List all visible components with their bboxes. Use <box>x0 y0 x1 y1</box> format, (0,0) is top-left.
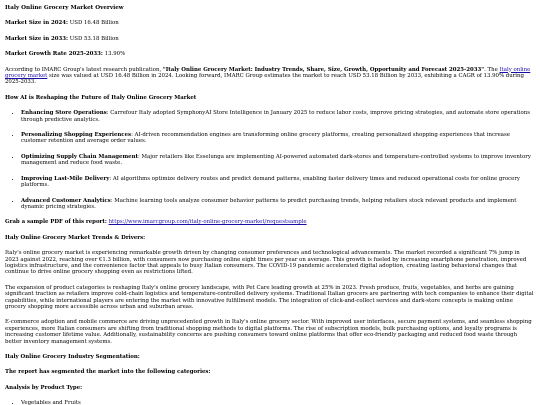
page-title: Italy Online Grocery Market Overview <box>5 5 124 11</box>
intro-mid: . The <box>484 66 500 73</box>
list-item-text: : Major retailers like Esselunga are implementing AI-powered automated dark-stores and temperature-controlled systems to improve inventory management and reduce food waste. <box>21 153 531 167</box>
stat-value: USD 16.48 Billion <box>69 20 119 27</box>
trends-paragraph-2: The expansion of product categories is reshaping Italy's online grocery landscape, with Pet Care leading growth at 25% in 2023. Fresh produce, fruits, vegetables, and herbs are gaining significant traction as retailers improve cold-chain logistics and temperature-controlled delivery systems. Traditional Italian grocers are partnering with tech companies to enhance their digital capabilities, while international players are entering the market with innovative fulfillment models. The integration of click-and-collect services and dark-store concepts is making online grocery shopping more accessible across urban and suburban areas. <box>5 284 534 310</box>
market-size-2024 <box>5 20 534 26</box>
list-item-text: : AI algorithms optimize delivery routes and predict demand patterns, enabling faster delivery times and reduced operational costs for online grocery platforms. <box>21 175 520 189</box>
list-item-term: Advanced Customer Analytics <box>21 197 111 204</box>
stat-label: Market Growth Rate 2025-2033: <box>5 51 103 58</box>
stat-label: Market Size in 2033: <box>5 35 68 42</box>
list-item-text: : Machine learning tools analyze consumer behavior patterns to predict purchasing trends, helping retailers stock relevant products and implement dynamic pricing strategies. <box>21 197 517 210</box>
ai-heading: How AI is Reshaping the Future of Italy Online Grocery Market <box>5 94 197 101</box>
intro-paragraph <box>5 67 534 86</box>
list-item-term: Personalizing Shopping Experiences <box>21 132 132 139</box>
ai-list <box>5 110 534 210</box>
list-item-term: Optimizing Supply Chain Management <box>21 153 138 160</box>
market-link[interactable]: Italy online grocery market <box>5 66 531 80</box>
market-growth-rate <box>5 51 534 57</box>
list-item-term: Enhancing Store Operations <box>21 110 107 117</box>
market-size-2033 <box>5 36 534 42</box>
list-item-term: Improving Last-Mile Delivery <box>21 175 110 182</box>
list-item-text: : Carrefour Italy adopted SymphonyAI Store Intelligence in January 2025 to reduce labor costs, improve pricing strategies, and automate store operations through predictive analytics. <box>21 110 530 123</box>
stat-value: USD 53.18 Billion <box>69 35 119 42</box>
sample-link[interactable]: https://www.imarcgroup.com/italy-online-grocery-market/requestsample <box>108 219 307 226</box>
list-item <box>21 176 534 189</box>
intro-post: size was valued at USD 16.48 Billion in 2024. Looking forward, IMARC Group estimates the market to reach USD 53.18 Billion by 2033, exhibiting a CAGR of 13.90% during 2025-2033. <box>5 73 524 86</box>
sample-label: Grab a sample PDF of this report: <box>5 219 107 226</box>
stat-label: Market Size in 2024: <box>5 20 68 27</box>
list-item <box>21 110 534 123</box>
list-item <box>21 154 534 167</box>
report-title: "Italy Online Grocery Market: Industry Trends, Share, Size, Growth, Opportunity and Forecast 2025-2033" <box>162 66 485 73</box>
sample-pdf-line <box>5 219 534 225</box>
list-item-text: : AI-driven recommendation engines are transforming online grocery platforms, creating personalized shopping experiences that increase customer retention and average order values. <box>21 132 510 145</box>
list-item <box>21 132 534 145</box>
segmentation-heading: Italy Online Grocery Industry Segmentation: <box>5 354 140 360</box>
trends-heading: Italy Online Grocery Market Trends & Drivers: <box>5 234 146 241</box>
list-item: • Vegetables and Fruits <box>21 400 534 405</box>
intro-pre: According to IMARC Group's latest research publication, <box>5 66 163 73</box>
product-type-heading: Analysis by Product Type: <box>5 384 83 391</box>
product-type-list <box>5 400 534 405</box>
stat-value: 13.90% <box>104 51 126 58</box>
segmentation-intro: The report has segmented the market into the following categories: <box>5 369 211 376</box>
list-item <box>21 198 534 211</box>
trends-paragraph-1: Italy's online grocery market is experiencing remarkable growth driven by changing consumer preferences and technological advancements. The market recorded a significant 7% jump in 2023 against 2022, reaching over €1.3 billion, with consumers now purchasing online eight times per year on average. This growth is fueled by increasing smartphone penetration, improved logistics infrastructure, and the convenience factor that appeals to busy Italian consumers. The COVID-19 pandemic accelerated digital adoption, creating lasting behavioral changes that continue to drive online grocery shopping even as restrictions lifted. <box>5 250 527 276</box>
trends-paragraph-3: E-commerce adoption and mobile commerce are driving unprecedented growth in Italy's online grocery sector. With improved user interfaces, secure payment systems, and seamless shopping experiences, more Italian consumers are shifting from traditional shopping methods to digital platforms. The rise of subscription models, bulk purchasing options, and loyalty programs is increasing customer lifetime value. Additionally, sustainability concerns are pushing consumers toward online platforms that offer eco-friendly packaging and reduced food waste through better inventory management systems. <box>5 319 532 345</box>
